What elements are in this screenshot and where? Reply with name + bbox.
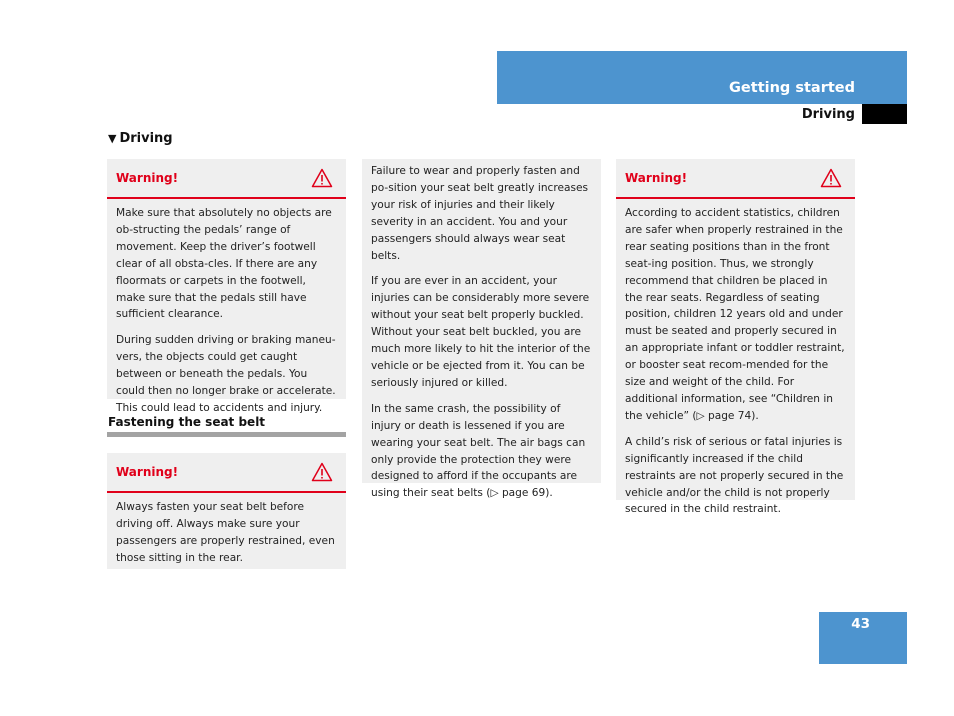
warning-paragraph: Always fasten your seat belt before driving off. Always make sure your passengers are properly restrained, even those sitting in the rear. [116, 501, 335, 564]
warning-header [616, 159, 855, 199]
warning-header [107, 159, 346, 199]
section-heading [108, 131, 173, 146]
warning-triangle-icon [311, 168, 333, 188]
down-triangle-icon: ▼ [108, 132, 117, 145]
seatbelt-info-box [362, 159, 601, 500]
info-paragraph: If you are ever in an accident, your injuries can be considerably more severe without your seat belt properly buckled. Without your seat belt buckled, you are much more likely to hit the interior of the vehicle or be ejected from it. You can be seriously injured or killed. [371, 275, 591, 389]
warning-triangle-icon [820, 168, 842, 188]
heading-rule [107, 432, 346, 437]
warning-paragraph: According to accident statistics, children are safer when properly restrained in the rear seating positions than in the front seat-ing position. Thus, we strongly recommend that children be placed in the rear seats. Regardless of seating position, children 12 years old and under must be seated and properly secured in an appropriate infant or toddler restraint, or booster seat recom-mended for the size and weight of the child. For additional information, see “Children in the vehicle” (▷ page 74). [625, 207, 845, 422]
subsection-label: Driving [801, 107, 855, 122]
warning-triangle-icon [311, 462, 333, 482]
warning-label: Warning! [116, 171, 179, 185]
section-title: Driving [119, 131, 173, 146]
warning-label: Warning! [116, 465, 179, 479]
fastening-heading: Fastening the seat belt [108, 415, 266, 429]
warning-box-pedals [107, 159, 346, 414]
warning-body [107, 199, 346, 430]
page-number: 43 [851, 616, 870, 632]
warning-body [616, 199, 855, 531]
info-body [362, 159, 601, 515]
warning-box-seatbelt [107, 453, 346, 569]
header-title: Getting started [729, 80, 855, 96]
warning-header [107, 453, 346, 493]
warning-paragraph: Make sure that absolutely no objects are ob-structing the pedals’ range of movement. Keep the driver’s footwell clear of all obsta-cles. If there are any floormats or carpets in the footwell, make sure that the pedals still have sufficient clearance. [116, 207, 332, 321]
section-tab-marker [862, 104, 907, 124]
warning-body [107, 493, 346, 580]
info-paragraph: In the same crash, the possibility of injury or death is lessened if you are wearing your seat belt. The air bags can only provide the protection they were designed to afford if the occupants are using their seat belts (▷ page 69). [371, 402, 586, 500]
warning-paragraph: During sudden driving or braking maneu-vers, the objects could get caught between or beneath the pedals. You could then no longer brake or accelerate. This could lead to accidents and injury. [116, 334, 336, 414]
warning-label: Warning! [625, 171, 688, 185]
header-band [497, 51, 907, 104]
warning-box-children [616, 159, 855, 516]
warning-paragraph: A child’s risk of serious or fatal injuries is significantly increased if the child restraints are not properly secured in the vehicle and/or the child is not properly secured in the child restraint. [625, 435, 844, 516]
info-paragraph: Failure to wear and properly fasten and po-sition your seat belt greatly increases your risk of injuries and their likely severity in an accident. You and your passengers should always wear seat belts. [371, 165, 589, 262]
